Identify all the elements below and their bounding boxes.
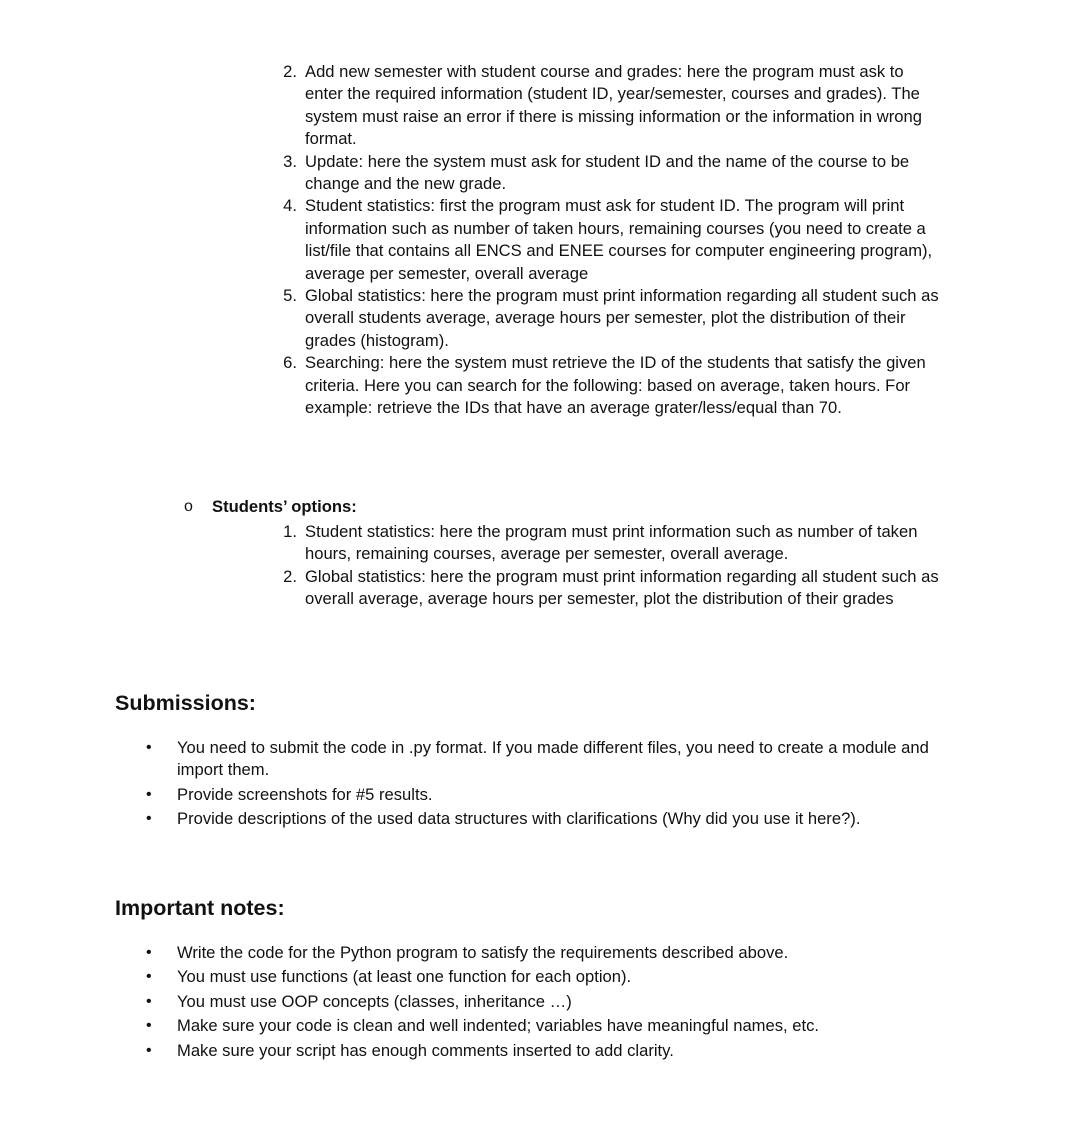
item-number: 5. [283, 286, 297, 306]
submissions-list [146, 737, 967, 833]
list-item [146, 966, 967, 988]
list-item [146, 942, 967, 964]
list-item [283, 566, 945, 611]
item-text: Student statistics: first the program must ask for student ID. The program will print information such as number of taken hours, remaining courses (you need to create a list/file that contains all ENCS and ENEE courses for computer engineering program), average per semester, overall average [305, 196, 933, 283]
item-number: 1. [283, 522, 297, 541]
students-options-title: Students’ options: [212, 497, 357, 516]
item-text: Update: here the system must ask for student ID and the name of the course to be change and the new grade. [305, 151, 910, 194]
list-item [146, 737, 967, 782]
list-item [283, 521, 945, 566]
list-item [146, 1015, 967, 1037]
item-number: 4. [283, 196, 297, 216]
item-text: Add new semester with student course and grades: here the program must ask to enter the required information (student ID, year/semester, courses and grades). The system must raise an error if there is missing information or the information in wrong format. [305, 62, 922, 149]
item-number: 2. [283, 566, 297, 586]
item-number: 2. [283, 62, 297, 81]
list-item [283, 285, 945, 352]
bullet-icon: • [146, 785, 152, 803]
item-text: Provide descriptions of the used data structures with clarifications (Why did you use it here?). [177, 809, 861, 829]
students-options-heading [184, 496, 357, 518]
list-item [283, 195, 945, 285]
list-item [283, 61, 945, 151]
item-text: You must use OOP concepts (classes, inheritance …) [177, 991, 572, 1011]
students-options-list [283, 521, 945, 611]
item-text: Write the code for the Python program to satisfy the requirements described above. [177, 943, 789, 962]
bullet-icon: • [146, 968, 152, 986]
bullet-icon: • [146, 1041, 152, 1059]
item-text: Provide screenshots for #5 results. [177, 784, 433, 804]
bullet-icon: • [146, 810, 152, 828]
item-text: You need to submit the code in .py format. If you made different files, you need to create a module and import them. [177, 738, 929, 780]
submissions-heading: Submissions: [115, 691, 256, 715]
important-notes-list [146, 942, 967, 1064]
admin-options-list [283, 61, 945, 420]
item-text: You must use functions (at least one function for each option). [177, 967, 632, 987]
list-item [146, 1040, 967, 1062]
list-item [146, 784, 967, 806]
list-item [283, 352, 945, 419]
bullet-icon: • [146, 992, 152, 1010]
important-notes-heading: Important notes: [115, 896, 285, 920]
item-text: Make sure your code is clean and well indented; variables have meaningful names, etc. [177, 1016, 819, 1036]
list-item [283, 151, 945, 196]
bullet-icon: • [146, 944, 152, 961]
list-item [146, 808, 967, 830]
item-text: Make sure your script has enough comments inserted to add clarity. [177, 1040, 674, 1060]
circle-bullet-icon: o [184, 498, 193, 515]
item-text: Searching: here the system must retrieve the ID of the students that satisfy the given criteria. Here you can search for the following: based on average, taken hours. For example: retrieve the IDs that have an average grater/less/equal than 70. [305, 353, 926, 418]
list-item [146, 991, 967, 1013]
item-number: 6. [283, 353, 297, 373]
item-number: 3. [283, 151, 297, 171]
bullet-icon: • [146, 739, 152, 756]
item-text: Global statistics: here the program must print information regarding all student such as overall students average, average hours per semester, plot the distribution of their grades (histogram). [305, 286, 939, 350]
bullet-icon: • [146, 1017, 152, 1035]
item-text: Global statistics: here the program must print information regarding all student such as overall average, average hours per semester, plot the distribution of their grades [305, 566, 939, 609]
item-text: Student statistics: here the program must print information such as number of taken hours, remaining courses, average per semester, overall average. [305, 522, 918, 564]
